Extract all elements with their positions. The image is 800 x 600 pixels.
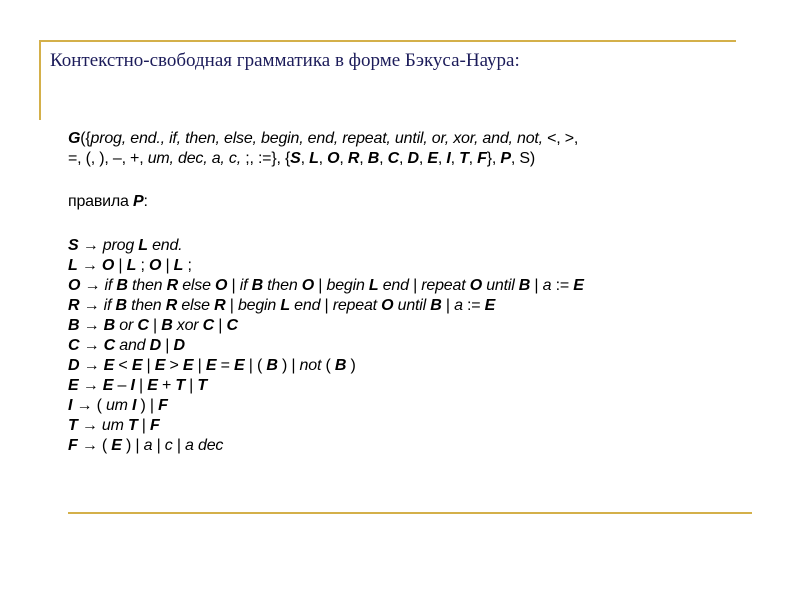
text-segment: O — [101, 257, 115, 274]
text-segment: | — [138, 377, 143, 394]
text-segment: | — [291, 357, 296, 374]
text-segment: O — [215, 277, 228, 294]
text-segment: then — [262, 277, 302, 294]
text-segment: O — [148, 257, 162, 274]
text-segment: ) — [281, 357, 288, 374]
text-segment: end. — [147, 237, 183, 254]
text-segment: E — [68, 377, 79, 394]
text-segment: C — [387, 150, 399, 167]
text-segment: D — [407, 150, 419, 167]
text-segment: I — [446, 150, 451, 167]
text-segment: | — [165, 257, 170, 274]
text-segment: then — [126, 297, 166, 314]
text-segment: E — [111, 437, 122, 454]
text-segment: D — [149, 337, 161, 354]
text-segment: E — [427, 150, 438, 167]
text-segment: | — [445, 297, 450, 314]
text-segment: O — [469, 277, 482, 294]
text-segment: < — [118, 357, 128, 374]
text-segment: | — [324, 297, 329, 314]
text-segment: O — [301, 277, 315, 294]
text-segment: ;, :=}, { — [245, 150, 291, 167]
text-segment: → — [81, 437, 98, 454]
text-segment: | — [231, 277, 236, 294]
text-segment: a — [449, 297, 468, 314]
text-segment: | — [135, 437, 140, 454]
text-segment: D — [68, 357, 80, 374]
text-segment: , S) — [510, 150, 535, 167]
text-segment: ( — [96, 397, 102, 414]
text-segment: F — [477, 150, 487, 167]
text-segment: | — [248, 357, 253, 374]
production-rule — [68, 356, 584, 376]
text-segment: E — [131, 357, 143, 374]
text-segment: c — [160, 437, 177, 454]
text-segment: | — [229, 297, 234, 314]
text-segment: I — [132, 397, 137, 414]
text-segment: F — [68, 437, 78, 454]
text-segment: ) — [140, 397, 146, 414]
text-segment: L — [309, 150, 319, 167]
text-segment: end — [289, 297, 325, 314]
text-segment: }, — [486, 150, 501, 167]
text-segment: else — [177, 277, 216, 294]
text-segment: ( — [325, 357, 331, 374]
text-segment: T — [68, 417, 78, 434]
slide-title: Контекстно-свободная грамматика в форме Бэкуса-Наура: — [50, 50, 520, 71]
text-segment: a dec — [180, 437, 224, 454]
production-rule — [68, 256, 584, 276]
text-segment: : — [143, 193, 148, 210]
production-rule — [68, 436, 584, 456]
text-segment: E — [147, 377, 158, 394]
text-segment: , — [318, 150, 328, 167]
text-segment: I — [68, 397, 73, 414]
text-segment: правила — [68, 193, 133, 210]
text-segment: → — [81, 257, 98, 274]
text-segment: B — [103, 317, 116, 334]
text-segment: ( — [256, 357, 263, 374]
production-rule — [68, 316, 584, 336]
rules-label — [68, 192, 148, 212]
grammar-line — [68, 129, 578, 149]
text-segment: else — [177, 297, 215, 314]
text-segment: a — [139, 437, 157, 454]
text-segment: T — [175, 377, 185, 394]
text-segment: – — [117, 377, 127, 394]
text-segment: + — [161, 377, 172, 394]
text-segment: repeat — [417, 277, 470, 294]
text-segment: , — [418, 150, 428, 167]
text-segment: P — [500, 150, 511, 167]
text-segment: > — [169, 357, 179, 374]
text-segment: S — [290, 150, 301, 167]
text-segment: =, (, ), –, +, — [68, 150, 148, 167]
text-segment: L — [173, 257, 184, 274]
text-segment: E — [182, 357, 194, 374]
text-segment: , — [300, 150, 310, 167]
text-segment: | — [197, 357, 202, 374]
text-segment: end — [378, 277, 414, 294]
production-rule — [68, 396, 584, 416]
text-segment: | — [318, 277, 323, 294]
production-rule — [68, 296, 584, 316]
text-segment: B — [430, 297, 442, 314]
text-segment: | — [118, 257, 123, 274]
text-segment: | — [146, 357, 151, 374]
text-segment: | — [156, 437, 161, 454]
production-rule — [68, 416, 584, 436]
text-segment: := — [467, 297, 481, 314]
text-segment: → — [76, 397, 93, 414]
text-segment: B — [251, 277, 263, 294]
text-segment: xor — [172, 317, 203, 334]
text-segment: R — [347, 150, 360, 167]
production-rule — [68, 376, 584, 396]
text-segment: S — [68, 237, 79, 254]
text-segment: until — [481, 277, 519, 294]
text-segment: um — [101, 397, 133, 414]
text-segment: → — [81, 417, 98, 434]
text-segment: ) — [350, 357, 356, 374]
text-segment: , — [450, 150, 460, 167]
grammar-line — [68, 149, 578, 169]
text-segment: E — [205, 357, 217, 374]
title-side-bar — [39, 40, 41, 120]
text-segment: E — [103, 357, 115, 374]
text-segment: | — [165, 337, 170, 354]
text-segment: if — [235, 277, 252, 294]
text-segment: um, dec, a, c, — [147, 150, 246, 167]
text-segment: O — [381, 297, 394, 314]
text-segment: I — [130, 377, 135, 394]
text-segment: ) — [126, 437, 132, 454]
text-segment: | — [152, 317, 157, 334]
text-segment: B — [518, 277, 531, 294]
text-segment: B — [334, 357, 347, 374]
text-segment: L — [368, 277, 379, 294]
text-segment: ; — [140, 257, 145, 274]
rules-label-line — [68, 192, 148, 212]
text-segment: B — [115, 297, 127, 314]
text-segment: , — [399, 150, 408, 167]
text-segment: R — [166, 277, 178, 294]
text-segment: if — [100, 277, 117, 294]
production-rules — [68, 236, 584, 456]
production-rule — [68, 336, 584, 356]
text-segment: ; — [187, 257, 192, 274]
text-segment: begin — [322, 277, 369, 294]
text-segment: um — [97, 417, 128, 434]
bottom-divider — [68, 512, 752, 514]
text-segment: T — [127, 417, 138, 434]
text-segment: G — [68, 130, 81, 147]
text-segment: → — [82, 237, 99, 254]
text-segment: T — [197, 377, 207, 394]
production-rule — [68, 276, 584, 296]
text-segment: B — [161, 317, 173, 334]
text-segment: and — [115, 337, 150, 354]
text-segment: | — [534, 277, 539, 294]
text-segment: B — [367, 150, 380, 167]
text-segment: ( — [101, 437, 108, 454]
text-segment: L — [68, 257, 78, 274]
text-segment: , — [359, 150, 368, 167]
text-segment: O — [68, 277, 81, 294]
text-segment: B — [116, 277, 128, 294]
text-segment: <, >, — [547, 130, 579, 147]
text-segment: begin — [233, 297, 281, 314]
text-segment: E — [484, 297, 496, 314]
text-segment: then — [127, 277, 167, 294]
text-segment: , — [437, 150, 447, 167]
text-segment: O — [327, 150, 340, 167]
text-segment: prog, end., if, then, else, begin, end, repeat, until, or, xor, and, not, — [90, 130, 548, 147]
text-segment: C — [226, 317, 238, 334]
text-segment: | — [413, 277, 418, 294]
text-segment: R — [165, 297, 178, 314]
text-segment: L — [138, 237, 148, 254]
text-segment: , — [379, 150, 388, 167]
text-segment: → — [84, 277, 101, 294]
text-segment: R — [68, 297, 80, 314]
production-rule — [68, 236, 584, 256]
grammar-definition — [68, 129, 578, 169]
text-segment: if — [99, 297, 116, 314]
text-segment: not — [295, 357, 326, 374]
text-segment: prog — [98, 237, 139, 254]
text-segment: | — [176, 437, 181, 454]
text-segment: = — [220, 357, 230, 374]
text-segment: → — [83, 297, 100, 314]
text-segment: C — [103, 337, 116, 354]
text-segment: ({ — [80, 130, 91, 147]
text-segment: C — [68, 337, 80, 354]
text-segment: E — [234, 357, 245, 374]
text-segment: until — [393, 297, 431, 314]
top-divider — [40, 40, 736, 42]
text-segment: a — [538, 277, 556, 294]
text-segment: | — [141, 417, 146, 434]
text-segment: , — [339, 150, 348, 167]
text-segment: → — [82, 377, 99, 394]
text-segment: | — [218, 317, 223, 334]
text-segment: E — [573, 277, 584, 294]
text-segment: := — [555, 277, 569, 294]
text-segment: C — [137, 317, 149, 334]
text-segment: E — [154, 357, 166, 374]
text-segment: P — [132, 193, 144, 210]
text-segment: , — [468, 150, 478, 167]
text-segment: R — [214, 297, 226, 314]
text-segment: repeat — [328, 297, 382, 314]
text-segment: L — [280, 297, 290, 314]
text-segment: or — [115, 317, 138, 334]
text-segment: → — [83, 337, 100, 354]
text-segment: C — [202, 317, 215, 334]
text-segment: D — [173, 337, 185, 354]
text-segment: E — [102, 377, 114, 394]
text-segment: T — [459, 150, 469, 167]
text-segment: B — [266, 357, 278, 374]
text-segment: → — [83, 357, 100, 374]
text-segment: L — [126, 257, 137, 274]
text-segment: F — [150, 417, 160, 434]
text-segment: → — [83, 317, 100, 334]
text-segment: | — [189, 377, 194, 394]
text-segment: F — [158, 397, 168, 414]
text-segment: | — [149, 397, 154, 414]
text-segment: B — [68, 317, 80, 334]
